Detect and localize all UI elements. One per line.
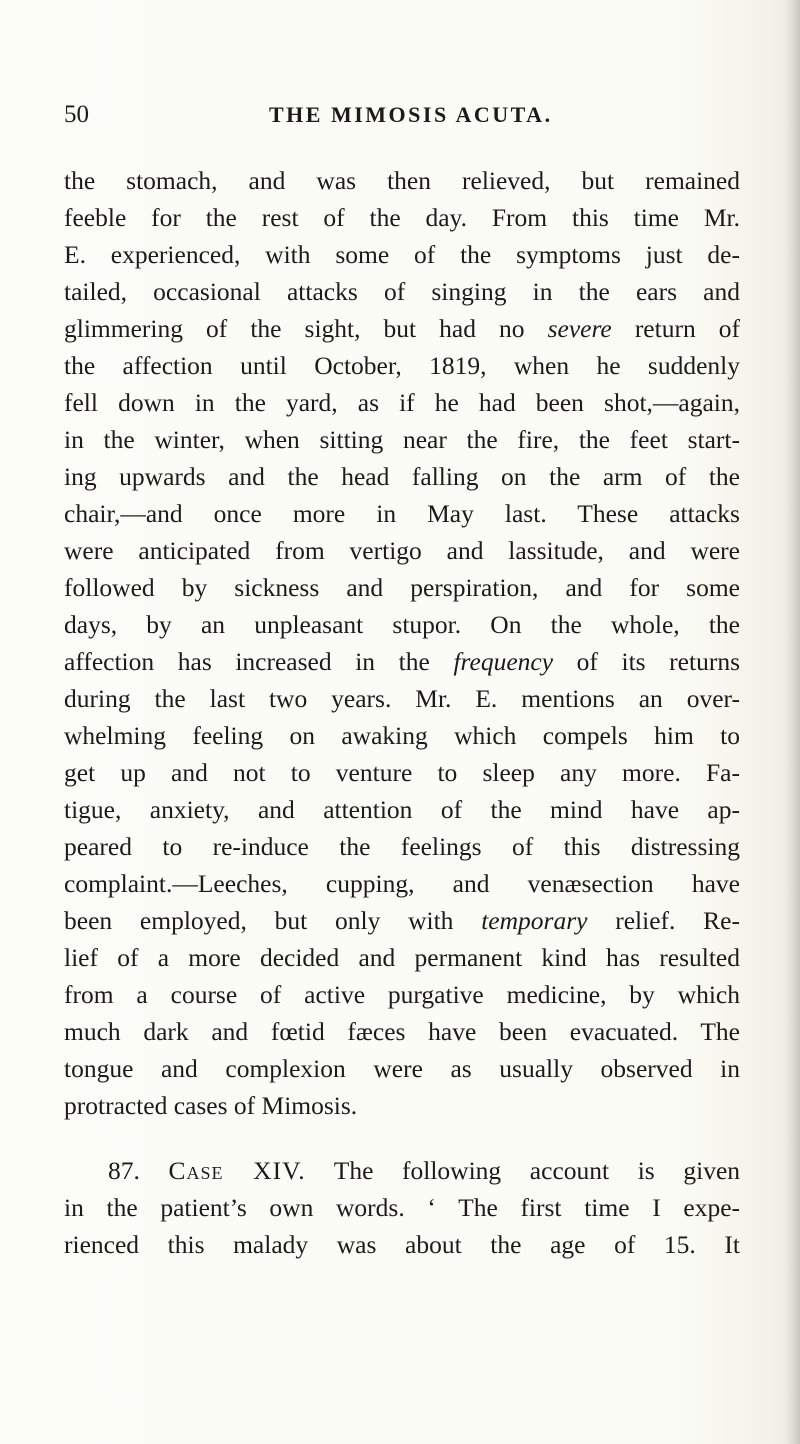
text-line-21	[64, 902, 740, 940]
text-line-7: fell down in the yard, as if he had been shot,—again,	[64, 388, 740, 417]
text-line-5-start: glimmering of the sight, but had no	[64, 314, 548, 343]
text-line-11: were anticipated from vertigo and lassitude, and were	[64, 536, 740, 565]
text-line-23: from a course of active purgative medicine, by which	[64, 980, 740, 1009]
text-line-21-end: relief. Re-	[587, 906, 740, 935]
case-label: Case XIV.	[168, 1156, 306, 1185]
emphasis-frequency: frequency	[453, 647, 554, 676]
case-paragraph-line-1	[108, 1152, 740, 1190]
text-line-20: complaint.—Leeches, cupping, and venæsection have	[64, 869, 740, 898]
text-line-21-start: been employed, but only with	[64, 906, 482, 935]
text-line-18: tigue, anxiety, and attention of the mind have ap-	[64, 795, 740, 824]
case-number: 87.	[108, 1156, 140, 1185]
text-line-1: the stomach, and was then relieved, but remained	[64, 166, 740, 195]
text-line-22: lief of a more decided and permanent kind has resulted	[64, 943, 740, 972]
text-line-3: E. experienced, with some of the symptoms just de-	[64, 240, 740, 269]
text-line-19: peared to re-induce the feelings of this distressing	[64, 832, 740, 861]
text-line-4: tailed, occasional attacks of singing in the ears and	[64, 277, 740, 306]
case-paragraph-line-2: in the patient’s own words. ‘ The first time I expe-	[64, 1193, 740, 1222]
emphasis-temporary: temporary	[481, 906, 588, 935]
text-line-6: the affection until October, 1819, when he suddenly	[64, 351, 740, 380]
text-line-12: followed by sickness and perspiration, and for some	[64, 573, 740, 602]
case-paragraph-line-3: rienced this malady was about the age of 15. It	[64, 1230, 740, 1259]
text-line-24: much dark and fœtid fæces have been evacuated. The	[64, 1017, 740, 1046]
page-number: 50	[64, 101, 89, 128]
text-line-16: whelming feeling on awaking which compels him to	[64, 721, 740, 750]
text-line-14-start: affection has increased in the	[64, 647, 454, 676]
text-line-14	[64, 643, 740, 681]
text-line-13: days, by an unpleasant stupor. On the whole, the	[64, 610, 740, 639]
case-line-1-rest: The following account is given	[305, 1156, 741, 1185]
text-line-9: ing upwards and the head falling on the arm of the	[64, 462, 740, 491]
text-line-8: in the winter, when sitting near the fire, the feet start-	[64, 425, 740, 454]
text-line-5	[64, 310, 740, 348]
text-line-26: protracted cases of Mimosis.	[64, 1091, 358, 1120]
text-line-25: tongue and complexion were as usually observed in	[64, 1054, 740, 1083]
emphasis-severe: severe	[547, 314, 612, 343]
running-title: THE MIMOSIS ACUTA.	[269, 102, 553, 127]
text-line-2: feeble for the rest of the day. From this time Mr.	[64, 203, 740, 232]
text-line-14-end: of its returns	[553, 647, 740, 676]
text-line-17: get up and not to venture to sleep any more. Fa-	[64, 758, 740, 787]
text-line-5-end: return of	[611, 314, 740, 343]
text-line-10: chair,—and once more in May last. These attacks	[64, 499, 740, 528]
text-line-15: during the last two years. Mr. E. mentions an over-	[64, 684, 740, 713]
